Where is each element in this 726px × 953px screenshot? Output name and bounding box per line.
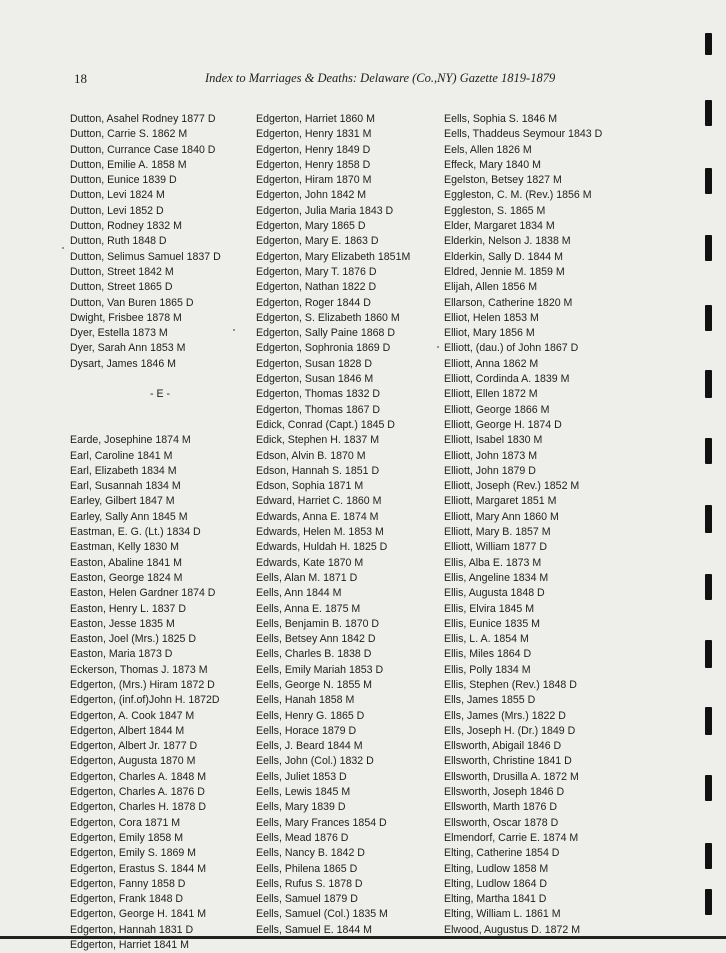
index-entry: Edwards, Anna E. 1874 M — [256, 510, 379, 523]
index-entry: Easton, Maria 1873 D — [70, 648, 173, 661]
index-entry: Edgerton, Thomas 1832 D — [256, 388, 381, 401]
index-entry: Eells, Rufus S. 1878 D — [256, 877, 363, 890]
index-entry: Edgerton, John 1842 M — [256, 189, 367, 202]
blank-line — [70, 372, 250, 387]
index-entry: Dutton, Selimus Samuel 1837 D — [70, 250, 221, 263]
index-entry: Ellsworth, Christine 1841 D — [444, 755, 572, 768]
index-entry: Dysart, James 1846 M — [70, 357, 176, 370]
blank-line — [70, 403, 250, 418]
index-entry: Dutton, Currance Case 1840 D — [70, 143, 216, 156]
index-entry: Eells, Anna E. 1875 M — [256, 602, 361, 615]
index-entry: Ellis, Angeline 1834 M — [444, 571, 549, 584]
index-entry: Eells, Hanah 1858 M — [256, 694, 355, 707]
scan-speck — [437, 346, 439, 348]
index-entry: Ellsworth, Joseph 1846 D — [444, 786, 565, 799]
index-entry: Edgerton, Fanny 1858 D — [70, 877, 186, 890]
index-entry: Earley, Sally Ann 1845 M — [70, 510, 188, 523]
index-entry: Eells, Sophia S. 1846 M — [444, 113, 558, 125]
index-entry: Eells, Nancy B. 1842 D — [256, 847, 365, 860]
index-entry: Elliot, Helen 1853 M — [444, 311, 539, 324]
index-entry: Ellsworth, Drusilla A. 1872 M — [444, 770, 579, 783]
index-entry: Eastman, E. G. (Lt.) 1834 D — [70, 526, 201, 539]
page-number: 18 — [74, 71, 87, 86]
index-entry: Eells, Benjamin B. 1870 D — [256, 617, 380, 630]
index-entry: Elliott, Mary B. 1857 M — [444, 526, 551, 539]
binding-mark — [705, 235, 712, 261]
index-entry: Easton, Joel (Mrs.) 1825 D — [70, 633, 196, 646]
index-entry: Earl, Caroline 1841 M — [70, 449, 173, 462]
index-entry: Edgerton, Mary T. 1876 D — [256, 265, 377, 278]
index-entry: Edgerton, Henry 1831 M — [256, 128, 372, 141]
binding-mark — [705, 775, 712, 801]
index-entry: Ells, Joseph H. (Dr.) 1849 D — [444, 724, 576, 737]
index-entry: Elderkin, Nelson J. 1838 M — [444, 235, 571, 248]
index-entry: Dutton, Eunice 1839 D — [70, 174, 177, 187]
index-entry: Edwards, Kate 1870 M — [256, 556, 364, 569]
index-entry: Elliott, Cordinda A. 1839 M — [444, 373, 570, 386]
index-entry: Edgerton, Erastus S. 1844 M — [70, 862, 207, 875]
index-entry: Eells, Emily Mariah 1853 D — [256, 663, 384, 676]
index-entry: Ellsworth, Abigail 1846 D — [444, 740, 562, 753]
index-entry: Edick, Conrad (Capt.) 1845 D — [256, 418, 395, 431]
index-entry: Eells, Mary Frances 1854 D — [256, 816, 387, 829]
index-entry: Elliott, William 1877 D — [444, 541, 548, 554]
index-entry: Eells, Ann 1844 M — [256, 587, 342, 600]
index-entry: Elliott, Joseph (Rev.) 1852 M — [444, 480, 580, 493]
index-entry: Edgerton, Henry 1858 D — [256, 158, 371, 171]
index-entry: Edgerton, (inf.of)John H. 1872D — [70, 694, 220, 707]
index-entry: Dutton, Levi 1824 M — [70, 189, 165, 202]
index-entry: Dutton, Street 1842 M — [70, 265, 174, 278]
index-entry: Elder, Margaret 1834 M — [444, 220, 555, 233]
running-title: Index to Marriages & Deaths: Delaware (Co.,NY) Gazette 1819-1879 — [205, 71, 556, 85]
index-entry: Dutton, Ruth 1848 D — [70, 235, 167, 248]
index-entry: Ellsworth, Oscar 1878 D — [444, 816, 559, 829]
binding-mark — [705, 305, 712, 331]
index-entry: Elting, Martha 1841 D — [444, 893, 547, 906]
index-entry: Elliott, George H. 1874 D — [444, 418, 562, 431]
index-entry: Elliot, Mary 1856 M — [444, 327, 535, 340]
index-entry: Edgerton, Emily S. 1869 M — [70, 847, 197, 860]
index-entry: Dyer, Sarah Ann 1853 M — [70, 342, 186, 355]
index-entry: Eells, John (Col.) 1832 D — [256, 755, 374, 768]
index-entry: Eggleston, S. 1865 M — [444, 204, 546, 217]
index-entry: Edgerton, Cora 1871 M — [70, 816, 181, 829]
index-entry: Edgerton, S. Elizabeth 1860 M — [256, 311, 400, 324]
index-entry: Dyer, Estella 1873 M — [70, 327, 168, 340]
index-entry: Effeck, Mary 1840 M — [444, 158, 541, 171]
index-entry: Elting, Catherine 1854 D — [444, 847, 560, 860]
index-entry: Edgerton, George H. 1841 M — [70, 908, 207, 921]
index-entry: Egelston, Betsey 1827 M — [444, 174, 562, 187]
index-entry: Ellis, Elvira 1845 M — [444, 602, 535, 615]
index-entry: Edick, Stephen H. 1837 M — [256, 434, 380, 447]
index-entry: Edgerton, Albert 1844 M — [70, 724, 185, 737]
blank-line — [70, 418, 250, 433]
index-entry: Edgerton, Roger 1844 D — [256, 296, 371, 309]
index-entry: Ellis, Polly 1834 M — [444, 663, 531, 676]
index-entry: Easton, Helen Gardner 1874 D — [70, 587, 216, 600]
index-entry: Edgerton, Nathan 1822 D — [256, 281, 377, 294]
index-entry: Eells, George N. 1855 M — [256, 678, 372, 691]
index-entry: Ellis, Augusta 1848 D — [444, 587, 545, 600]
index-entry: Elliott, Ellen 1872 M — [444, 388, 538, 401]
index-entry: Edgerton, Augusta 1870 M — [70, 755, 196, 768]
index-entry: Easton, George 1824 M — [70, 571, 183, 584]
index-entry: Edgerton, Mary 1865 D — [256, 220, 366, 233]
index-entry: Eells, Mary 1839 D — [256, 801, 346, 814]
binding-mark — [705, 100, 712, 126]
index-entry: Edgerton, Charles A. 1848 M — [70, 770, 207, 783]
index-entry: Edson, Alvin B. 1870 M — [256, 449, 366, 462]
index-entry: Eells, Samuel 1879 D — [256, 893, 358, 906]
binding-mark — [705, 168, 712, 194]
index-entry: Edgerton, Hannah 1831 D — [70, 923, 194, 936]
index-entry: Elliott, George 1866 M — [444, 403, 550, 416]
index-entry: Ells, James 1855 D — [444, 694, 536, 707]
index-entry: Ellis, Stephen (Rev.) 1848 D — [444, 678, 577, 691]
index-entry: Edson, Sophia 1871 M — [256, 480, 364, 493]
index-entry: Elliott, Isabel 1830 M — [444, 434, 543, 447]
index-entry: Earley, Gilbert 1847 M — [70, 495, 175, 508]
index-entry: Eells, Charles B. 1838 D — [256, 648, 372, 661]
index-entry: Dutton, Rodney 1832 M — [70, 220, 182, 233]
index-entry: Elliott, John 1873 M — [444, 449, 538, 462]
index-entry: Ellsworth, Marth 1876 D — [444, 801, 558, 814]
index-entry: Edgerton, Frank 1848 D — [70, 893, 184, 906]
binding-mark — [705, 843, 712, 869]
index-entry: Earl, Elizabeth 1834 M — [70, 464, 177, 477]
binding-mark — [705, 438, 712, 464]
index-entry: Edgerton, Henry 1849 D — [256, 143, 371, 156]
index-entry: Dutton, Van Buren 1865 D — [70, 296, 194, 309]
index-entry: Eells, Samuel (Col.) 1835 M — [256, 908, 388, 921]
scan-speck — [62, 247, 64, 249]
index-entry: Edgerton, Susan 1828 D — [256, 357, 373, 370]
index-entry: Edgerton, Julia Maria 1843 D — [256, 204, 394, 217]
scan-speck — [233, 329, 235, 331]
index-entry: Easton, Jesse 1835 M — [70, 617, 175, 630]
index-entry: Edgerton, Harriet 1860 M — [256, 113, 375, 125]
index-entry: Earde, Josephine 1874 M — [70, 434, 191, 447]
index-entry: Elderkin, Sally D. 1844 M — [444, 250, 563, 263]
index-entry: Eells, Juliet 1853 D — [256, 770, 347, 783]
index-entry: Eggleston, C. M. (Rev.) 1856 M — [444, 189, 592, 202]
binding-mark — [705, 574, 712, 600]
index-entry: Elwood, Augustus D. 1872 M — [444, 923, 581, 936]
index-entry: Dwight, Frisbee 1878 M — [70, 311, 182, 324]
index-entry: Edgerton, Mary Elizabeth 1851M — [256, 250, 411, 263]
index-entry: Ellis, L. A. 1854 M — [444, 633, 529, 646]
section-letter: - E - — [149, 388, 170, 401]
index-entry: Elliott, (dau.) of John 1867 D — [444, 342, 579, 355]
index-entry: Edgerton, Sally Paine 1868 D — [256, 327, 395, 340]
index-entry: Eells, Mead 1876 D — [256, 831, 349, 844]
index-entry: Eldred, Jennie M. 1859 M — [444, 265, 565, 278]
index-entry: Easton, Abaline 1841 M — [70, 556, 182, 569]
index-entry: Elliott, Margaret 1851 M — [444, 495, 557, 508]
index-entry: Eells, Alan M. 1871 D — [256, 571, 358, 584]
index-column-3 — [444, 112, 634, 938]
index-entry: Dutton, Carrie S. 1862 M — [70, 128, 188, 141]
index-entry: Eells, Samuel E. 1844 M — [256, 923, 372, 936]
index-entry: Edgerton, A. Cook 1847 M — [70, 709, 195, 722]
index-entry: Edwards, Huldah H. 1825 D — [256, 541, 388, 554]
index-entry: Elting, Ludlow 1858 M — [444, 862, 549, 875]
index-entry: Edgerton, Mary E. 1863 D — [256, 235, 379, 248]
index-entry: Dutton, Levi 1852 D — [70, 204, 164, 217]
index-entry: Eells, Horace 1879 D — [256, 724, 357, 737]
binding-mark — [705, 370, 712, 398]
index-entry: Eells, Henry G. 1865 D — [256, 709, 365, 722]
index-entry: Edgerton, Charles H. 1878 D — [70, 801, 207, 814]
index-entry: Edgerton, Sophronia 1869 D — [256, 342, 391, 355]
index-entry: Edgerton, (Mrs.) Hiram 1872 D — [70, 678, 215, 691]
index-entry: Dutton, Street 1865 D — [70, 281, 173, 294]
index-entry: Elijah, Allen 1856 M — [444, 281, 538, 294]
index-entry: Eells, Lewis 1845 M — [256, 786, 351, 799]
index-entry: Ellis, Eunice 1835 M — [444, 617, 540, 630]
index-entry: Dutton, Emilie A. 1858 M — [70, 158, 187, 171]
index-entry: Easton, Henry L. 1837 D — [70, 602, 187, 615]
binding-mark — [705, 640, 712, 668]
index-entry: Edgerton, Albert Jr. 1877 D — [70, 740, 198, 753]
binding-mark — [705, 505, 712, 533]
index-entry: Edward, Harriet C. 1860 M — [256, 495, 382, 508]
index-entry: Ellis, Alba E. 1873 M — [444, 556, 542, 569]
index-entry: Eells, Betsey Ann 1842 D — [256, 633, 376, 646]
index-entry: Eckerson, Thomas J. 1873 M — [70, 663, 208, 676]
index-entry: Edgerton, Charles A. 1876 D — [70, 786, 205, 799]
index-entry: Edgerton, Harriet 1841 M — [70, 939, 189, 952]
index-entry: Edgerton, Hiram 1870 M — [256, 174, 372, 187]
index-entry: Edson, Hannah S. 1851 D — [256, 464, 380, 477]
index-entry: Elliott, Anna 1862 M — [444, 357, 539, 370]
binding-mark — [705, 707, 712, 735]
index-entry: Elting, William L. 1861 M — [444, 908, 561, 921]
index-entry: Edgerton, Thomas 1867 D — [256, 403, 381, 416]
index-column-1 — [70, 112, 250, 953]
index-entry: Elliott, John 1879 D — [444, 464, 536, 477]
index-entry: Ells, James (Mrs.) 1822 D — [444, 709, 566, 722]
index-entry: Elting, Ludlow 1864 D — [444, 877, 548, 890]
index-entry: Eells, Thaddeus Seymour 1843 D — [444, 128, 603, 141]
index-entry: Elliott, Mary Ann 1860 M — [444, 510, 559, 523]
index-entry: Eastman, Kelly 1830 M — [70, 541, 179, 554]
index-entry: Edgerton, Susan 1846 M — [256, 373, 374, 386]
index-entry: Dutton, Asahel Rodney 1877 D — [70, 113, 216, 125]
index-entry: Eels, Allen 1826 M — [444, 143, 532, 156]
index-entry: Edwards, Helen M. 1853 M — [256, 526, 384, 539]
index-column-2 — [256, 112, 441, 938]
binding-mark — [705, 33, 712, 55]
index-entry: Elmendorf, Carrie E. 1874 M — [444, 831, 579, 844]
index-entry: Earl, Susannah 1834 M — [70, 480, 181, 493]
index-entry: Eells, J. Beard 1844 M — [256, 740, 363, 753]
index-entry: Ellarson, Catherine 1820 M — [444, 296, 573, 309]
index-entry: Ellis, Miles 1864 D — [444, 648, 532, 661]
binding-mark — [705, 889, 712, 915]
index-entry: Edgerton, Emily 1858 M — [70, 831, 184, 844]
index-entry: Eells, Philena 1865 D — [256, 862, 358, 875]
